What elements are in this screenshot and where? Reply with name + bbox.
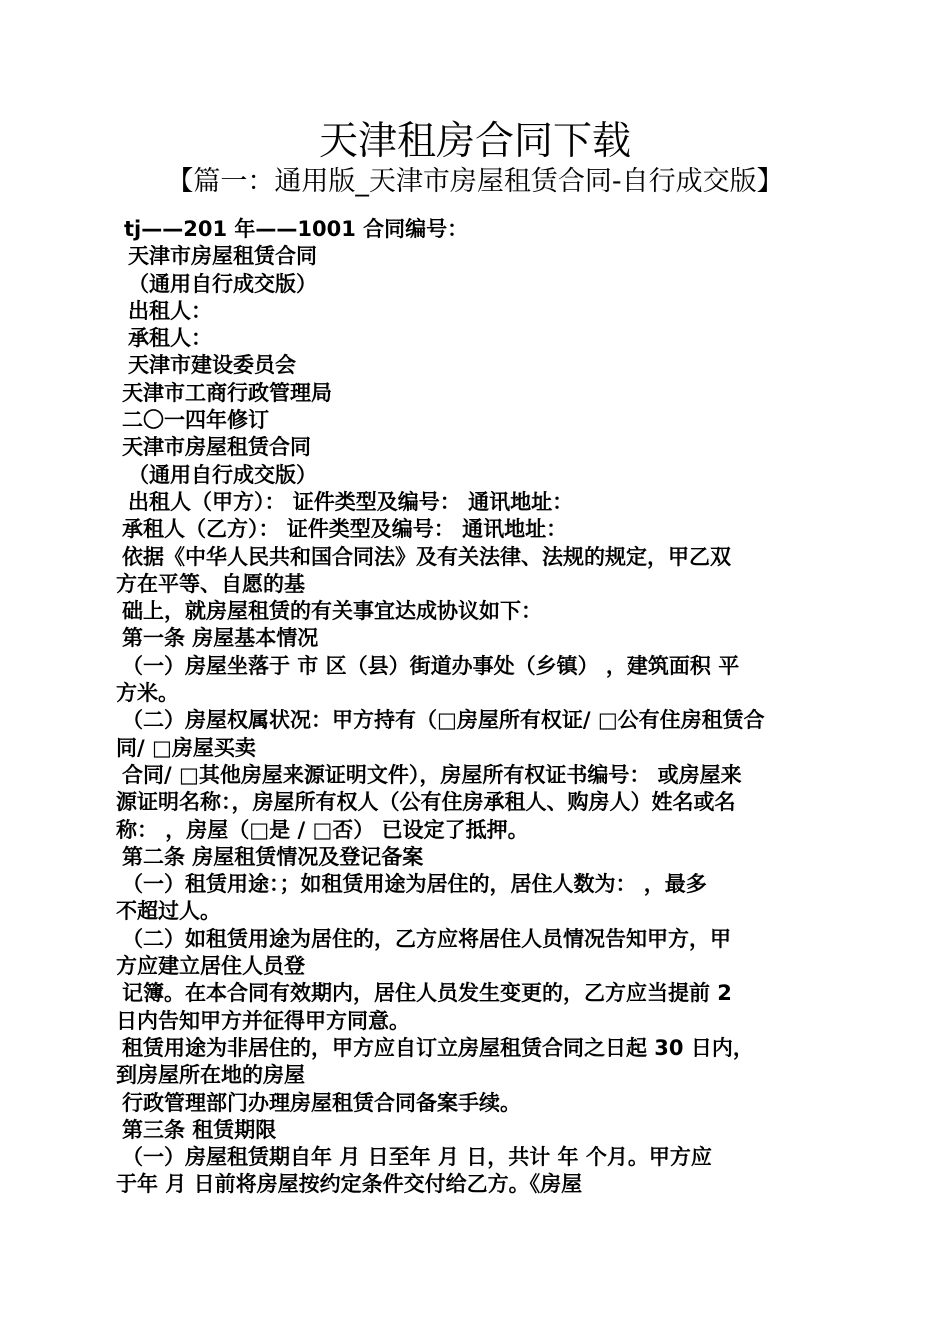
body-line: 出租人（甲方）： 证件类型及编号： 通讯地址： <box>128 489 574 514</box>
body-line: 方米。 <box>116 681 179 706</box>
document-title: 天津租房合同下载 <box>318 119 631 164</box>
body-line: 于年 月 日前将房屋按约定条件交付给乙方。《房屋 <box>116 1172 583 1197</box>
body-line: 方在平等、自愿的基 <box>116 571 305 596</box>
body-line: 承租人： <box>128 326 212 351</box>
body-line: 租赁用途为非居住的，甲方应自订立房屋租赁合同之日起 30 日内， <box>122 1035 754 1060</box>
body-line: 到房屋所在地的房屋 <box>116 1063 305 1088</box>
body-line: 天津市工商行政管理局 <box>122 380 332 405</box>
body-line: 不超过人。 <box>116 899 221 924</box>
body-line: 第三条 租赁期限 <box>122 1117 277 1142</box>
body-line: 承租人（乙方）： 证件类型及编号： 通讯地址： <box>122 517 568 542</box>
body-line: （二）如租赁用途为居住的，乙方应将居住人员情况告知甲方，甲 <box>122 926 731 951</box>
body-line: 行政管理部门办理房屋租赁合同备案手续。 <box>122 1090 521 1115</box>
body-line: 出租人： <box>128 298 212 323</box>
body-line: 合同/ □其他房屋来源证明文件），房屋所有权证书编号： 或房屋来 <box>122 762 742 787</box>
body-line: 同/ □房屋买卖 <box>116 735 256 760</box>
body-line: （一）租赁用途：；如租赁用途为居住的，居住人数为： ，最多 <box>122 872 707 897</box>
body-line: 日内告知甲方并征得甲方同意。 <box>116 1008 410 1033</box>
document-subtitle: 【篇一：通用版_天津市房屋租赁合同-自行成交版】 <box>166 166 784 197</box>
body-line: 方应建立居住人员登 <box>116 954 305 979</box>
body-line: 称： ，房屋（□是 / □否） 已设定了抵押。 <box>116 817 529 842</box>
body-line: 源证明名称：，房屋所有权人（公有住房承租人、购房人）姓名或名 <box>116 790 736 815</box>
body-line: 依据《中华人民共和国合同法》及有关法律、法规的规定，甲乙双 <box>122 544 731 569</box>
body-line: tj——201 年——1001 合同编号： <box>124 217 469 241</box>
body-line: （通用自行成交版） <box>128 462 317 487</box>
body-line: （通用自行成交版） <box>128 271 317 296</box>
body-line: 第一条 房屋基本情况 <box>122 626 319 651</box>
body-line: （二）房屋权属状况：甲方持有（□房屋所有权证/ □公有住房租赁合 <box>122 708 765 733</box>
body-line: 第二条 房屋租赁情况及登记备案 <box>122 844 424 869</box>
body-line: （一）房屋坐落于 市 区（县）街道办事处（乡镇） ，建筑面积 平 <box>122 653 740 678</box>
body-line: 础上，就房屋租赁的有关事宜达成协议如下： <box>122 599 542 624</box>
body-line: （一）房屋租赁期自年 月 日至年 月 日，共计 年 个月。甲方应 <box>122 1145 712 1170</box>
body-line: 二〇一四年修订 <box>122 408 269 433</box>
body-line: 天津市房屋租赁合同 <box>122 435 311 460</box>
document-body <box>116 216 846 1199</box>
body-line: 天津市房屋租赁合同 <box>128 244 317 269</box>
body-line: 记簿。在本合同有效期内，居住人员发生变更的，乙方应当提前 2 <box>122 981 732 1006</box>
body-line: 天津市建设委员会 <box>128 353 296 378</box>
